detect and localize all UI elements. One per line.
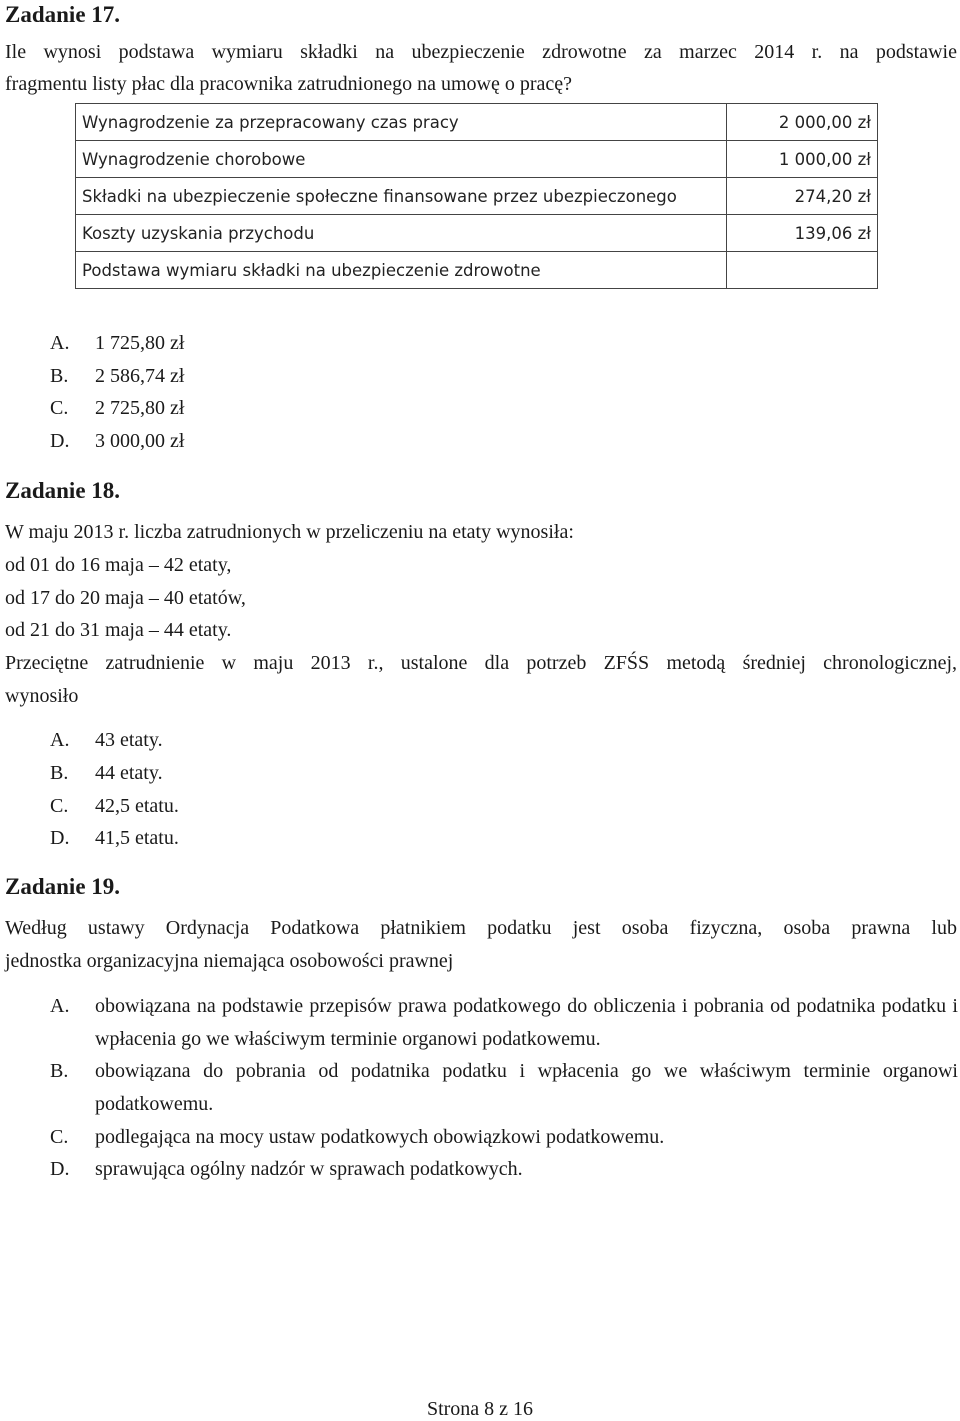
option-text: podlegająca na mocy ustaw podatkowych obowiązkowi podatkowemu. [95,1126,665,1148]
task-18-option-a[interactable] [50,724,163,757]
task-18-option-b[interactable] [50,757,163,790]
option-letter: C. [50,1126,69,1148]
table-cell-value: 274,20 zł [727,178,878,215]
option-text: 2 586,74 zł [95,365,185,387]
table-cell-label: Koszty uzyskania przychodu [76,215,727,252]
table-row [76,215,878,252]
option-letter: B. [50,365,69,387]
task-18-line: W maju 2013 r. liczba zatrudnionych w przeliczeniu na etaty wynosiła: [5,521,574,543]
table-cell-label: Wynagrodzenie za przepracowany czas pracy [76,104,727,141]
task-17-question-line-1: Ile wynosi podstawa wymiaru składki na ubezpieczenie zdrowotne za marzec 2014 r. na podstawie [5,41,957,63]
task-19-option-d[interactable] [50,1153,958,1186]
table-cell-value: 2 000,00 zł [727,104,878,141]
task-17-option-b[interactable] [50,360,184,393]
task-19-question-line-1: Według ustawy Ordynacja Podatkowa płatnikiem podatku jest osoba fizyczna, osoba prawna lub [5,917,957,939]
table-cell-value [727,252,878,289]
table-row [76,178,878,215]
option-letter: A. [50,729,70,751]
task-19-question-line-2: jednostka organizacyjna niemająca osobowości prawnej [5,950,454,972]
option-letter: D. [50,1158,70,1180]
option-letter: B. [50,762,69,784]
option-text: 42,5 etatu. [95,795,179,817]
task-18-question-line-2: wynosiło [5,685,79,707]
option-letter: C. [50,795,69,817]
table-row [76,252,878,289]
task-17-question-line-2: fragmentu listy płac dla pracownika zatrudnionego na umowę o pracę? [5,73,573,95]
task-18-line: od 17 do 20 maja – 40 etatów, [5,587,246,609]
option-letter: A. [50,995,70,1017]
task-17-option-a[interactable] [50,327,184,360]
option-text: 44 etaty. [95,762,163,784]
task-18-option-d[interactable] [50,822,179,855]
option-letter: C. [50,397,69,419]
table-cell-label: Wynagrodzenie chorobowe [76,141,727,178]
task-17-heading: Zadanie 17. [5,2,121,27]
table-cell-label: Podstawa wymiaru składki na ubezpieczenie zdrowotne [76,252,727,289]
option-text: obowiązana na podstawie przepisów prawa podatkowego do obliczenia i pobrania od podatnika podatku i wpłacenia go we właściwym terminie organowi podatkowemu. [95,995,958,1050]
table-cell-value: 139,06 zł [727,215,878,252]
option-text: 43 etaty. [95,729,163,751]
option-text: obowiązana do pobrania od podatnika podatku i wpłacenia go we właściwym terminie organowi podatkowemu. [95,1060,958,1115]
task-17-option-c[interactable] [50,392,184,425]
option-text: 2 725,80 zł [95,397,185,419]
table-row [76,104,878,141]
option-letter: D. [50,430,70,452]
task-18-heading: Zadanie 18. [5,478,121,503]
option-letter: A. [50,332,70,354]
task-18-line: od 21 do 31 maja – 44 etaty. [5,619,232,641]
task-19-option-c[interactable] [50,1121,958,1154]
option-letter: D. [50,827,70,849]
option-letter: B. [50,1060,69,1082]
option-text: sprawująca ogólny nadzór w sprawach podatkowych. [95,1158,523,1180]
task-18-option-c[interactable] [50,790,179,823]
page-number: Strona 8 z 16 [426,1398,534,1420]
payroll-table [75,103,878,289]
task-18-line: od 01 do 16 maja – 42 etaty, [5,554,232,576]
task-18-question-line-1: Przeciętne zatrudnienie w maju 2013 r., ustalone dla potrzeb ZFŚS metodą średniej chronologicznej, [5,652,957,674]
table-row [76,141,878,178]
task-17-option-d[interactable] [50,425,184,458]
task-19-option-a[interactable] [50,990,958,1056]
table-cell-label: Składki na ubezpieczenie społeczne finansowane przez ubezpieczonego [76,178,727,215]
option-text: 3 000,00 zł [95,430,185,452]
table-cell-value: 1 000,00 zł [727,141,878,178]
task-19-option-b[interactable] [50,1055,958,1121]
option-text: 1 725,80 zł [95,332,185,354]
option-text: 41,5 etatu. [95,827,179,849]
task-19-heading: Zadanie 19. [5,874,121,899]
